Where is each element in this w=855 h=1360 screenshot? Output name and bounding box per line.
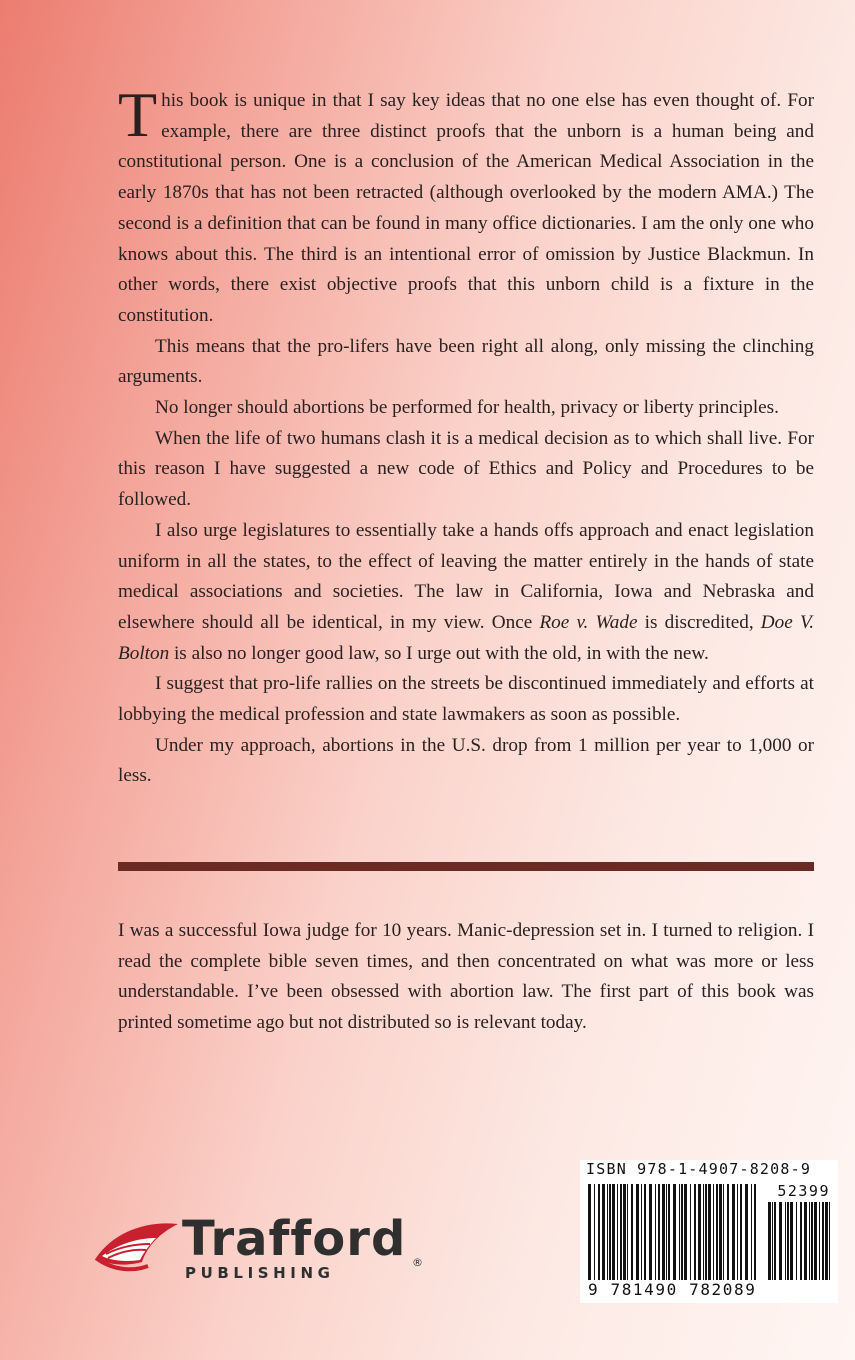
publisher-name: Trafford — [182, 1211, 407, 1267]
book-description — [118, 79, 814, 792]
barcode-bar — [779, 1202, 782, 1280]
barcode-bar — [644, 1184, 646, 1280]
barcode-bar — [694, 1184, 696, 1280]
description-paragraph-2: This means that the pro-lifers have been right all along, only missing the clinching arguments. — [118, 335, 814, 388]
barcode-bar — [800, 1202, 802, 1280]
barcode-bar — [727, 1184, 729, 1280]
barcode-bar — [598, 1184, 600, 1280]
barcode-bar — [809, 1202, 810, 1280]
barcode-bar — [673, 1184, 676, 1280]
barcode-bar — [751, 1184, 752, 1280]
barcode-bar — [745, 1184, 748, 1280]
barcode-bar — [703, 1184, 704, 1280]
publisher-logo — [92, 1212, 432, 1292]
barcode-bar — [649, 1184, 652, 1280]
barcode-bar — [804, 1202, 807, 1280]
barcode-bar — [698, 1184, 701, 1280]
trafford-book-swoosh-icon — [92, 1214, 180, 1274]
ean-digits: 9 781490 782089 — [588, 1280, 757, 1299]
barcode-bar — [814, 1202, 817, 1280]
barcode-bar — [754, 1184, 756, 1280]
description-paragraph-5: I also urge legislatures to essentially take a hands offs approach and enact legislation uniform in all the states, to the effect of leaving the matter entirely in the hands of state medical associations and societies. The law in California, Iowa and Nebraska and elsewhere should all be identical, in my view. Once Roe v. Wade is discredited, Doe V. Bolton is also no longer good law, so I urge out with the old, in with the new. — [118, 519, 814, 664]
barcode-bar — [636, 1184, 639, 1280]
barcode-bar — [681, 1184, 683, 1280]
isbn-barcode — [580, 1160, 838, 1303]
barcode-bar — [774, 1202, 776, 1280]
author-bio-text: I was a successful Iowa judge for 10 years. Manic-depression set in. I turned to religion. I read the complete bible seven times, and then concentrated on what was more or less understandable. I’ve been obsessed with abortion law. The first part of this book was printed sometime ago but not distributed so is relevant today. — [118, 920, 814, 1034]
barcode-bar — [609, 1184, 611, 1280]
barcode-bar — [822, 1202, 824, 1280]
description-paragraph-1: This book is unique in that I say key ideas that no one else has even thought of. For example, there are three distinct proofs that the unborn is a human being and constitutional person. One is a conclusion of the American Medical Association in the early 1870s that has not been retracted (although overlooked by the modern AMA.) The second is a definition that can be found in many office dictionaries. I am the only one who knows about this. The third is an intentional error of omission by Justice Blackmun. In other words, there exist objective proofs that this unborn child is a fixture in the constitution. — [118, 79, 814, 326]
drop-cap-letter: T — [118, 79, 158, 150]
barcode-bar — [620, 1184, 622, 1280]
barcode-bar — [787, 1202, 789, 1280]
barcode-bar — [796, 1202, 797, 1280]
description-paragraph-3: No longer should abortions be performed for health, privacy or liberty principles. — [155, 397, 779, 419]
barcode-bar — [627, 1184, 628, 1280]
barcode-bar — [811, 1202, 813, 1280]
barcode-bar — [829, 1202, 830, 1280]
barcode-bar — [790, 1202, 793, 1280]
barcode-bar — [679, 1184, 680, 1280]
barcode-bar — [732, 1184, 735, 1280]
description-paragraph-4: When the life of two humans clash it is a medical decision as to which shall live. For this reason I have suggested a new code of Ethics and Policy and Procedures to be followed. — [118, 427, 814, 511]
barcode-bar — [772, 1202, 773, 1280]
barcode-bar — [690, 1184, 691, 1280]
barcode-bar — [594, 1184, 595, 1280]
barcode-bar — [708, 1184, 711, 1280]
barcode-bar — [719, 1184, 722, 1280]
barcode-bar — [602, 1184, 605, 1280]
barcode-bar — [819, 1202, 820, 1280]
barcode-bar — [658, 1184, 660, 1280]
barcode-bar — [623, 1184, 626, 1280]
barcode-bar — [612, 1184, 615, 1280]
section-divider — [118, 862, 814, 871]
barcode-bar — [668, 1184, 670, 1280]
barcode-bar — [825, 1202, 828, 1280]
registered-mark: ® — [412, 1256, 423, 1269]
barcode-bar — [713, 1184, 714, 1280]
barcode-bar — [737, 1184, 738, 1280]
barcode-bar — [631, 1184, 633, 1280]
barcode-bar — [588, 1184, 591, 1280]
barcode-bar — [723, 1184, 724, 1280]
isbn-label: ISBN 978-1-4907-8208-9 — [586, 1160, 812, 1178]
barcode-bar — [716, 1184, 718, 1280]
case-name-doe: Doe V. Bolton — [118, 611, 814, 664]
description-paragraph-6: I suggest that pro-life rallies on the streets be discontinued immediately and efforts at lobbying the medical profession and state lawmakers as soon as possible. — [118, 673, 814, 726]
barcode-bar — [785, 1202, 786, 1280]
barcode-bar — [662, 1184, 665, 1280]
barcode-bar — [684, 1184, 687, 1280]
description-paragraph-7: Under my approach, abortions in the U.S. drop from 1 million per year to 1,000 or less. — [118, 734, 814, 787]
barcode-bar — [740, 1184, 742, 1280]
barcode-bar — [666, 1184, 667, 1280]
barcode-bar — [655, 1184, 656, 1280]
barcode-bar — [705, 1184, 707, 1280]
barcode-bar — [607, 1184, 608, 1280]
barcode-bar — [641, 1184, 642, 1280]
barcode-bar — [768, 1202, 771, 1280]
case-name-roe: Roe v. Wade — [539, 611, 638, 633]
author-bio — [118, 916, 814, 1039]
barcode-bar — [617, 1184, 618, 1280]
price-code: 52399 — [777, 1182, 830, 1200]
publisher-subtitle: PUBLISHING — [185, 1264, 335, 1282]
